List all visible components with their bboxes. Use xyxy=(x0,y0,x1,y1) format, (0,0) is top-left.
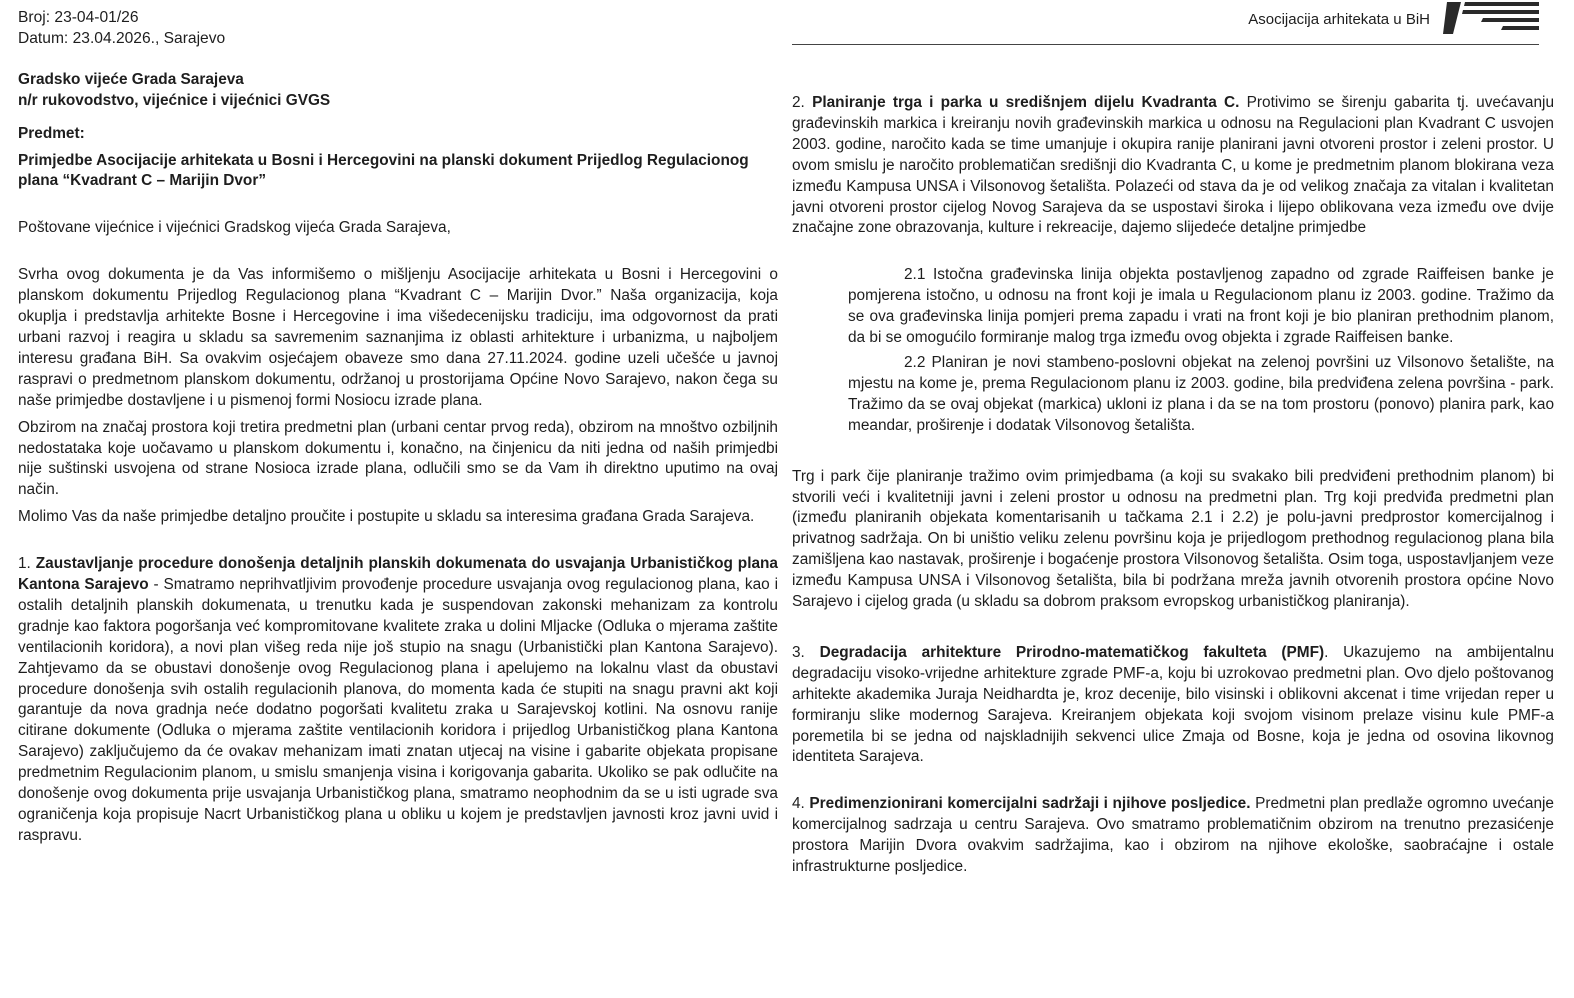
intro-paragraph-3: Molimo Vas da naše primjedbe detaljno proučite i postupite u skladu sa interesima građana Grada Sarajeva. xyxy=(18,508,755,526)
section-3-body: . Ukazujemo na ambijentalnu degradaciju visoko-vrijedne arhitekture zgrade PMF-a, koju bi uzrokovao predmetni plan. Ovo djelo poštovanog arhitekte akademika Juraja Neidhardta je, kroz decenije, bilo visinski i oblikovni akcenat i time vrijedan reper u formiranju slike modernog Sarajeva. Kreiranjem objekata koji svojom visinom prelaze visinu kule PMF-a poremetila bi se jedna od najskladnijih sekvenci ulice Zmaja od Bosne, koja je jedna od osovina likovnog identiteta Sarajeva. xyxy=(792,643,1555,766)
section-2-title: Planiranje trga i parka u središnjem dijelu Kvadranta C. xyxy=(812,94,1240,111)
section-2-2: 2.2 Planiran je novi stambeno-poslovni objekat na zelenoj površini uz Vilsonovo šetalište, na mjestu na kome je, prema Regulacionom planu iz 2003. godine, bila predviđena zelena površina - park. Tražimo da se ovaj objekat (markica) ukloni iz plana i da se na tom prostoru (ponovo) planira park, kao meandar, proširenje i dodatak Vilsonovog šetališta. xyxy=(848,353,1554,434)
section-2-subpoints xyxy=(792,265,1554,436)
section-1-body: - Smatramo neprihvatljivim provođenje procedure usvajanja ovog regulacionog plana, kao i ostalih detaljnih planskih dokumenata, u trenutku kada je suspendovan zakonski mehanizam za kontrolu gradnje kao faktora pogoršanja već kompromitovane kvalitete zraka u dolini Mljacke (Odluka o mjerama zaštite ventilacionih koridora), a novi plan višeg reda nije još stupio na snagu (Urbanistički plan Kantona Sarajevo). Zahtjevamo da se obustavi donošenje ovog Regulacionog plana i apelujemo na lokalnu vlast da obustavi procedure donošenja svih ostalih regulacionih planova, do momenta kada će stupiti na snagu pravni akt koji garantuje da nova gradnja neće dodatno pogoršati kvalitetu zraka u Sarajevskoj kotlini. Na osnovu ranije citirane dokumente (Odluka o mjerama zaštite ventilacionih koridora i prijedlog Urbanističkog plana Kantona Sarajevo) zaključujemo da će ovakav mehanizam imati znatan utjecaj na visine i gabarite objekata propisane predmetnim Regulacionim planom, u smislu smanjenja visina i korigovanja gabarita. Ukoliko se pak odlučite na donošenje ovog dokumenta prije usvajanja Urbanističkog plana, smatramo neophodnim da se u isti ugrade sva ograničenja koja propisuje Nacrt Urbanističkog plana u obliku u kojem je predstavljen javnosti kroz javni uvid i raspravu. xyxy=(18,576,778,844)
section-3 xyxy=(792,643,1554,768)
section-3-number: 3. xyxy=(792,643,805,661)
right-column xyxy=(792,0,1554,878)
section-4-number: 4. xyxy=(792,795,805,813)
section-1-number: 1. xyxy=(18,555,31,573)
document-date: Datum: 23.04.2026., Sarajevo xyxy=(18,29,226,47)
section-2-body: Protivimo se širenju gabarita tj. uvećavanju građevinskih markica i kreiranju novih građevinskih markica u odnosu na Regulacioni plan Kvadrant C usvojen 2003. godine, naročito kada se time umanjuje i okupira ranije planirani javni otvoreni prostor i zeleni prostor. U ovom smislu je naročito problematičan središnji dio Kvadranta C, u kome je predmetnim planom blokirana veza između Kampusa UNSA i Vilsonovog šetališta. Polazeći od stava da je od velikog značaja za vitalan i kvalitetan javni otvoreni prostor cijelog Novog Sarajeva da se uspostavi široka i lijepo oblikovana veza između ove dvije značajne zone obrazovanja, kulture i rekreacije, dajemo slijedeće detaljne primjedbe xyxy=(792,94,1555,237)
section-2-1: 2.1 Istočna građevinska linija objekta postavljenog zapadno od zgrade Raiffeisen banke je pomjerena istočno, u odnosu na front koji je imala u Regulacionom planu iz 2003. godine. Tražimo da se ova građevinska linija pomjeri prema zapadu i vrati na front koji je bio planiran prethodnim planom, da bi se omogućilo formiranje malog trga između ovog objekta i zgrade Raiffeisen banke. xyxy=(848,266,1554,347)
section-4-body: Predmetni plan predlaže ogromno uvećanje komercijalnog sadrzaja u centru Sarajeva. Ovo smatramo problematičnim obzirom na trenutno prezasićenje prostora Marijin Dvora ovakvim sadržajima, kao i obzirom na njihove ekološke, saobraćajne i ostale infrastrukturne posljedice. xyxy=(792,795,1554,876)
section-2-closing: Trg i park čije planiranje tražimo ovim primjedbama (a koji su svakako bili predviđeni prethodnim planom) bi stvorili veći i kvalitetniji javni i zeleni prostor u odnosu na predmetni plan. Trg koji predviđa predmetni plan (između planiranih objekata komentarisanih u tačkama 2.1 i 2.2) je polu-javni predprostor komercijalnog i privatnog sadržaja. On bi uništio veliku zelenu površinu koja je prijedlogom prethodnog regulacionog plana bila zamišljena kao nastavak, proširenje i bogaćenje prostora Vilsonovog šetališta. Osim toga, uspostavljanjem veze između Kampusa UNSA i Vilsonovog šetališta, bila bi podržana mreža javnih otvorenih prostora općine Novo Sarajevo i cijelog grada (u skladu sa dobrom praksom evropskog urbanističkog planiranja). xyxy=(792,467,1554,611)
organization-name: Asocijacija arhitekata u BiH xyxy=(1248,11,1430,28)
intro-paragraph-2: Obzirom na značaj prostora koji tretira predmetni plan (urbani centar prvog reda), obzirom na mnoštvo ozbiljnih nedostataka koje uočavamo u planskom dokumentu i, konačno, na činjenicu da niti jedna od naših primjedbi nije suštinski usvojena od strane Nosioca izrade plana, odlučili smo se da Vam ih direktno uputimo na ovaj način. xyxy=(18,418,778,499)
intro-paragraph-1: Svrha ovog dokumenta je da Vas informišemo o mišljenju Asocijacije arhitekata u Bosni i Hercegovini o planskom dokumentu Prijedlog Regulacionog plana “Kvadrant C – Marijin Dvor.” Naša organizacija, koja okuplja i predstavlja arhitekte Bosne i Hercegovine i ima višedecenijsku tradiciju, ima odgovornost da prati urbani razvoj i reagira u skladu sa savremenim saznanjima iz oblasti arhitekture i urbanizma, u najboljem interesu građana BiH. Sa ovakvim osjećajem obaveze smo dana 27.11.2024. godine uzeli učešće u javnoj raspravi o predmetnom planskom dokumentu, održanoj u prostorijama Općine Novo Sarajevo, nakon čega su naše primjedbe dostavljene i u pismenoj formi Nosiocu izrade plana. xyxy=(18,266,778,409)
subject-label: Predmet: xyxy=(18,124,85,142)
subject-text: Primjedbe Asocijacije arhitekata u Bosni i Hercegovini na planski dokument Prijedlog Regulacionog plana “Kvadrant C – Marijin Dvor” xyxy=(18,151,749,190)
section-1-title: Zaustavljanje procedure donošenja detaljnih planskih dokumenata do usvajanja Urbanističkog plana Kantona Sarajevo xyxy=(18,555,778,594)
left-column xyxy=(18,8,778,847)
section-4 xyxy=(792,794,1554,878)
salutation: Poštovane vijećnice i vijećnici Gradskog vijeća Grada Sarajeva, xyxy=(18,219,451,237)
recipient-line-2: n/r rukovodstvo, vijećnice i vijećnici GVGS xyxy=(18,91,331,109)
section-2 xyxy=(792,93,1554,239)
section-2-number: 2. xyxy=(792,94,805,111)
section-4-title: Predimenzionirani komercijalni sadržaji i njihove posljedice. xyxy=(809,795,1251,813)
recipient-line-1: Gradsko vijeće Grada Sarajeva xyxy=(18,70,244,88)
section-1 xyxy=(18,554,778,847)
recipient-block xyxy=(18,70,778,112)
section-3-title: Degradacija arhitekture Prirodno-matematičkog fakulteta (PMF) xyxy=(819,643,1325,661)
document-number: Broj: 23-04-01/26 xyxy=(18,9,139,26)
